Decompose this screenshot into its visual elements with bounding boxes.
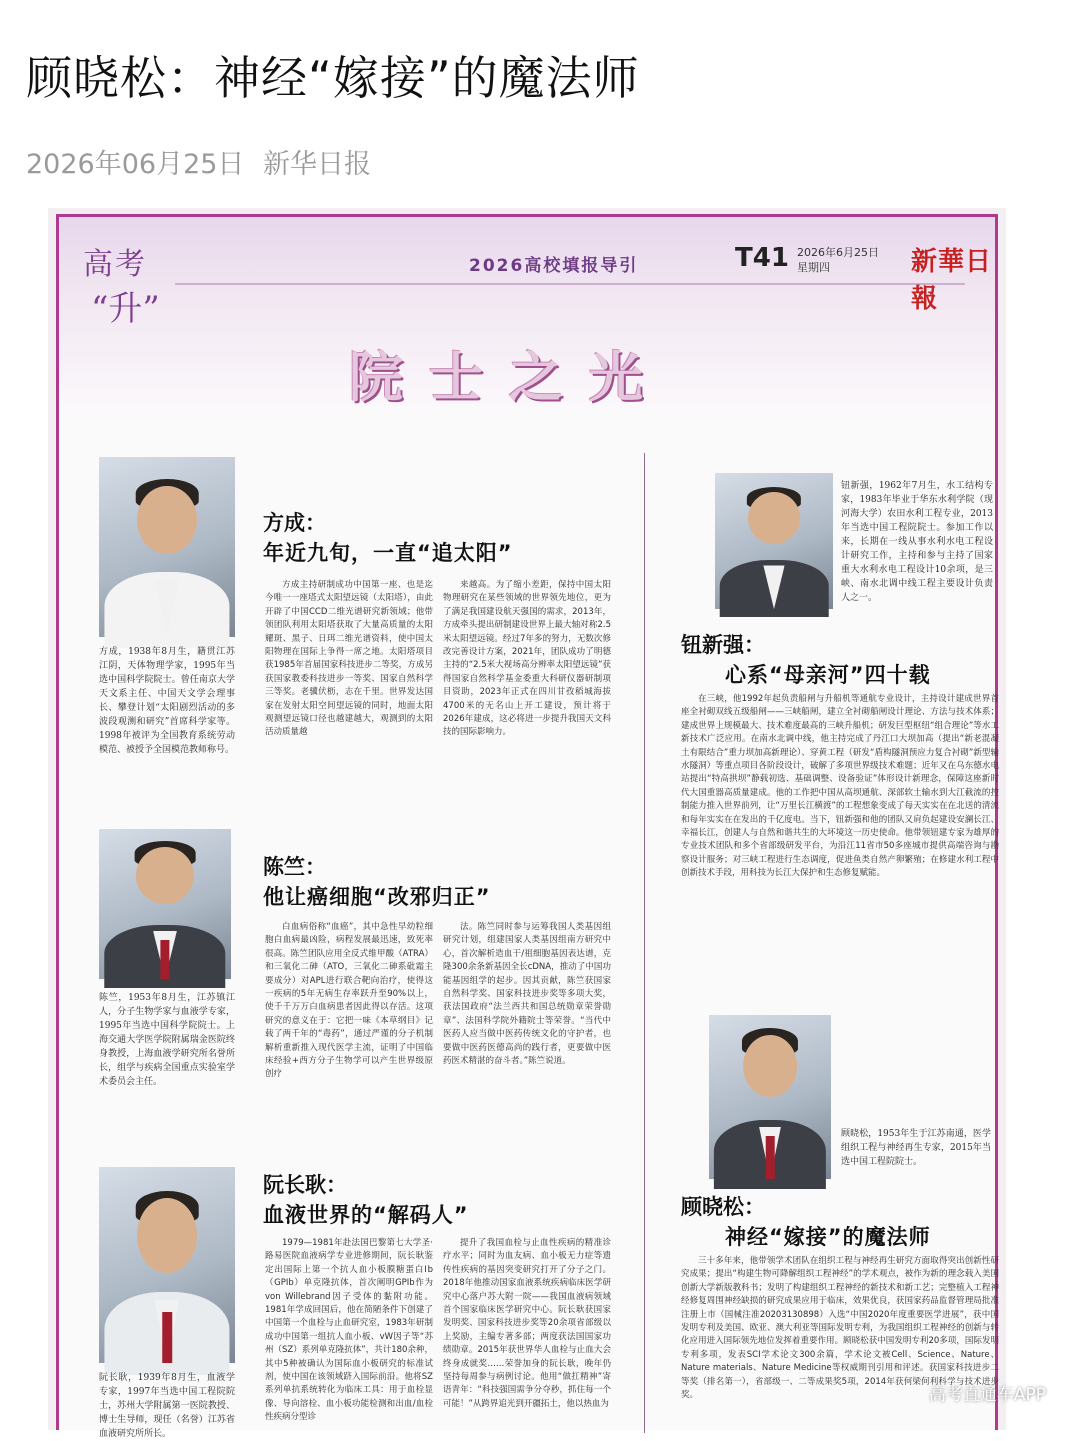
caption-ruan-changgeng: 阮长耿，1939年8月生，血液学专家，1997年当选中国工程院院士，苏州大学附属第一医院教授、博士生导师，现任（名誉）江苏省血液研究所所长。 [99,1373,235,1439]
profile-headline-niu-xinqiang: 心系“母亲河”四十载 [725,663,931,687]
page-number: T41 [735,243,789,273]
article-date: 2026年06月25日 [26,149,245,180]
profile-headline-fang-cheng: 年近九旬，一直“追太阳” [263,541,513,565]
profile-headline-ruan-changgeng: 血液世界的“解码人” [263,1203,469,1227]
body-text-ruan-changgeng-col1: 1979—1981年赴法国巴黎第七大学圣·路易医院血液病学专业进修期间，阮长耿鉴定出国际上第一个抗人血小板膜糖蛋白Ⅰb（GPIb）单克隆抗体，首次阐明GPIb作为von Willebrand因子受体的黏附功能。1981年学成回国后，他在简陋条件下创建了中国第一个血栓与止血研究室，1983年研制成功中国第一组抗人血小板、vW因子等“苏州（SZ）系列单克隆抗体”，共计180余种，其中5种被确认为国际血小板研究的标准试剂，使中国在该领域跻入国际前沿。他将SZ系列单抗系统转化为临床工具：用于血栓显像、导向溶栓、血小板功能检测和出血/血栓性疾病分型诊 [265,1238,433,1423]
body-text-gu-xiaosong: 三十多年来，他带领学术团队在组织工程与神经再生研究方面取得突出创新性研究成果；提出“构建生物可降解组织工程神经”的学术观点，被作为新的理念载入美国创新大学新版教科书；发明了构建组织工程神经的新技术和新工艺；完整植入工程神经修复周围神经缺损的研究成果应用于临床，效果优良，获国家药品监督管理局批准注册上市（国械注准20203130898）入选“中国2020年度重要医学进展”，获中国发明专利及美国、欧亚、澳大利亚等国际发明专利，为我国组织工程神经的创新与转化应用进入国际领先地位发挥着重要作用。顾晓松获中国发明专利20多项，国际发明专利多项，发表SCI学术论文300余篇，学术论文被Cell、Science、Nature、Nature materials、Nature Medicine等权威期刊引用和评述。获国家科技进步二等奖（排名第一），省部级一、二等成果奖5项，2014年获何梁何利科学与技术进步奖。 [681,1256,999,1401]
watermark: 高考直通车APP [928,1385,1046,1405]
body-text-niu-xinqiang: 在三峡，他1992年起负责船闸与升船机等通航专业设计，主持设计建成世界首座全衬砌双线五级船闸——三峡船闸，建立全衬砌船闸设计理论、方法与技术体系；建成世界上规模最大、技术难度最高的三峡升船机；研发巨型枢纽“组合理论”等水工新技术广泛应用。在南水北调中线，他主持完成了丹江口大坝加高（提出“新老混凝土有限结合”重力坝加高新理论）、穿黄工程（研发“盾构隧洞预应力复合衬砌”新型输水隧洞）等重点项目各阶段设计，破解了多项世界级技术难题；近年又在乌东德水电站提出“特高拱坝”静载初选、基础调整、设备验证”体形设计新理念，保障这座新时代大国重器高质量建成。他的工作把中国从高坝通航、深部软土输水到大江截流的控制能力推入世界前列，让“万里长江横渡”的工程想象变成了每天实实在在北送的清流和每年实实在在发出的千亿度电。当下，钮新强和他的团队又肩负起建设安澜长江、幸福长江，创建人与自然和谐共生的大坏境这一历史使命。他带领钮建专家为雄厚的专业技术团队和多个省部级研发平台，为沿江11省市50多座城市提供高端咨询与勘察设计服务；对三峡工程进行生态调度，促进鱼类自然产卵繁殖；在修建水利工程中创新技术手段，用科技为长江大保护和生态修复赋能。 [681,694,999,879]
article-meta [26,142,381,181]
header-rule [175,283,965,285]
profile-name-ruan-changgeng: 阮长耿： [263,1173,347,1197]
body-text-fang-cheng-col1: 方成主持研制成功中国第一座、也是迄今唯一一座塔式太阳望远镜（太阳塔），由此开辟了中国CCD二维光谱研究新领域；他带领团队利用太阳塔获取了大量高质量的太阳耀斑、黑子、日珥二维光谱资料，使中国太阳物理在国际上争得一席之地。太阳塔项目获1985年首届国家科技进步二等奖，方成另获国家教委科技进步一等奖、国家自然科学三等奖。老骥伏枥，志在千里。世界发达国家在发射太阳空间望远镜的同时，地面太阳观测望远镜口径也越建越大，观测到的太阳活动质量越 [265,580,433,738]
header-band [59,217,995,407]
article-title: 顾晓松：神经“嫁接”的魔法师 [26,51,640,105]
profile-headline-chen-zhu: 他让癌细胞“改邪归正” [263,885,491,909]
logo-line2: “升” [91,289,160,329]
profile-name-chen-zhu: 陈竺： [263,855,326,879]
column-divider [644,453,645,1433]
caption-gu-xiaosong: 顾晓松，1953年生于江苏南通，医学组织工程与神经再生专家，2015年当选中国工程院院士。 [841,1129,991,1167]
guide-title: 2026高校填报导引 [469,256,639,276]
newspaper-frame [56,214,999,1439]
profile-headline-gu-xiaosong: 神经“嫁接”的魔法师 [725,1225,931,1249]
body-text-chen-zhu-col2: 法。陈竺同时参与运筹我国人类基因组研究计划，组建国家人类基因组南方研究中心，首次解析造血干/祖细胞基因表达谱，克隆300余条新基因全长cDNA，推动了中国功能基因组学的起步。因其贡献，陈竺获国家自然科学奖、国家科技进步奖等多项大奖，获法国政府“法兰西共和国总统勋章荣誉勋章”、法国科学院外籍院士等荣誉。“当代中医药人应当做中医药传统文化的守护者，也要做中医药医德高尚的践行者，更要做中医药医术精湛的奋斗者。”陈竺说道。 [443,922,611,1067]
logo-line1: 高考 [83,247,147,282]
gaokao-logo [83,239,160,330]
newspaper-page-image[interactable] [48,208,1006,1439]
article-source[interactable]: 新华日报 [263,149,372,180]
body-text-ruan-changgeng-col2: 提升了我国血栓与止血性疾病的精准诊疗水平；同时为血友病、血小板无力症等遗传性疾病的基因突变研究打开了分子之门。2018年他推动国家血液系统疾病临床医学研究中心落户苏大附一院——我国血液病领域首个国家临床医学研究中心。阮长耿获国家发明奖、国家科技进步奖等20余项省部级以上奖励，主编专著多部；两度获法国国家功绩勋章。2015年获世界华人血栓与止血大会终身成就奖……荣誉加身的阮长耿，晚年仍坚持每周参与病例讨论。他用“做扛精神”寄语青年：“科技强国需争分夺秒，抓住每一个可能！”从跨界追光到开疆拓土，他以热血为 [443,1238,611,1409]
caption-niu-xinqiang: 钮新强，1962年7月生，水工结构专家，1983年毕业于华东水利学院（现河海大学）农田水利工程专业，2013年当选中国工程院院士。参加工作以来，长期在一线从事水利水电工程设计研究工作，主持和参与主持了国家重大水利水电工程设计10余项，是三峡、南水北调中线工程主要设计负责人之一。 [841,481,993,603]
portrait-photo-fang-cheng [99,457,235,637]
paper-date-text: 2026年6月25日 [797,246,879,259]
profile-name-gu-xiaosong: 顾晓松： [681,1195,765,1219]
paper-date [797,245,879,275]
portrait-photo-ruan-changgeng [99,1167,235,1363]
portrait-photo-niu-xinqiang [715,473,833,609]
profile-name-niu-xinqiang: 钮新强： [681,633,765,657]
section-title: 院士之光 [349,345,669,409]
caption-fang-cheng: 方成，1938年8月生，籍贯江苏江阴，天体物理学家，1995年当选中国科学院院士。曾任南京大学天文系主任、中国天文学会理事长、攀登计划“太阳剧烈活动的多波段观测和研究”首席科学家等。1998年被评为全国教育系统劳动模范、被授予全国模范教师称号。 [99,647,235,755]
paper-weekday: 星期四 [797,261,830,274]
caption-chen-zhu: 陈竺，1953年8月生，江苏镇江人，分子生物学家与血液学专家，1995年当选中国科学院院士。上海交通大学医学院附属瑞金医院终身教授，上海血液学研究所名誉所长，组学与疾病全国重点实验室学术委员会主任。 [99,993,235,1087]
body-text-chen-zhu-col1: 白血病俗称“血癌”，其中急性早幼粒细胞白血病最凶险，病程发展最迅速，致死率很高。陈竺团队应用全反式维甲酸（ATRA）和三氧化二砷（ATO，三氧化二砷系砒霜主要成分）对APL进行联合靶向治疗，使得这一疾病的5年无病生存率跃升至90%以上，使千千万万白血病患者因此得以存活。这项研究的意义在于：它把一味《本草纲目》记载了两千年的“毒药”，通过严谨的分子机制解析重新推入现代医学主流，证明了中国临床经验+西方分子生物学可以产生世界级原创疗 [265,922,433,1080]
masthead-logo: 新華日報 [911,247,993,314]
profile-name-fang-cheng: 方成： [263,511,326,535]
portrait-photo-gu-xiaosong [709,1015,831,1179]
body-text-fang-cheng-col2: 来越高。为了缩小差距，保持中国太阳物理研究在某些领域的世界领先地位，更为了满足我国建设航天强国的需求，2013年，方成牵头提出研制建设世界上最大轴对称2.5米太阳望远镜。经过7年多的努力，无数次修改完善设计方案，2021年，团队成功了明德主持的“2.5米大视场高分辨率太阳望远镜”获得国家自然科学基金委重大科研仪器研制项目资助，2023年正式在四川甘孜稻城海拔4700米的无名山上开工建设，预计将于2026年建成，这必将进一步提升我国天文科技的国际影响力。 [443,580,611,738]
portrait-photo-chen-zhu [99,829,231,979]
